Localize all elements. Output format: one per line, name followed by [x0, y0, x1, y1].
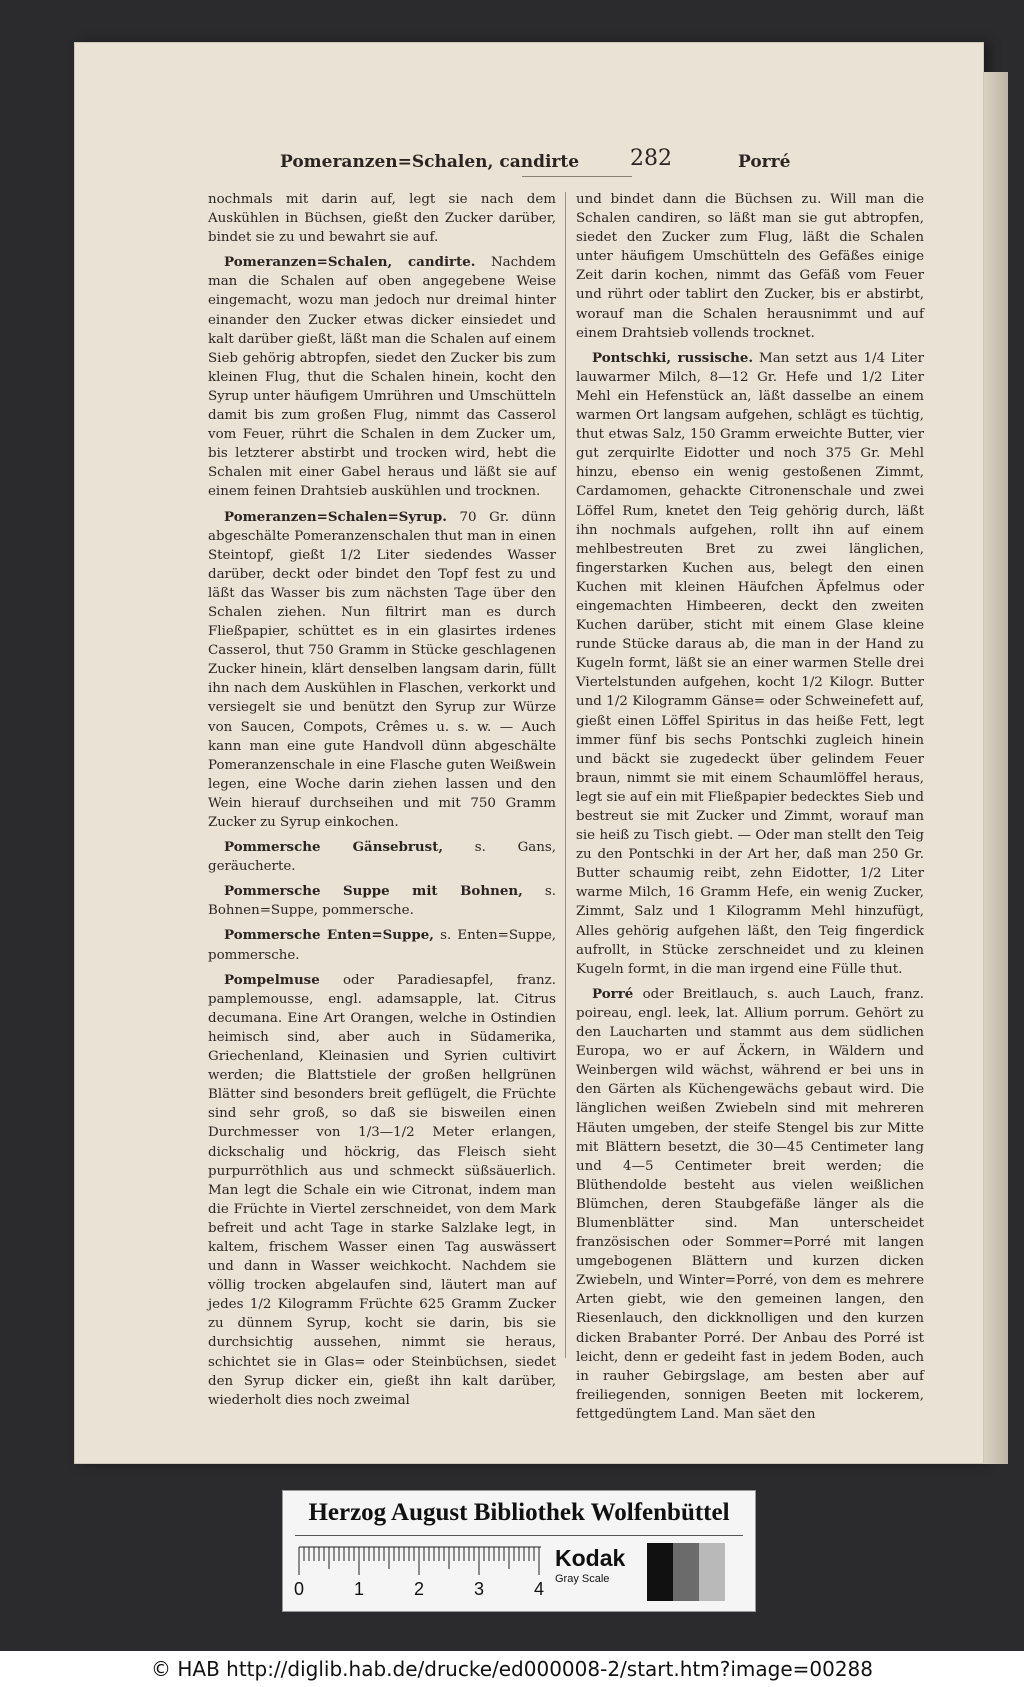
archive-color-tag [282, 1490, 756, 1612]
entry-headword: Pontschki, russische. [592, 349, 754, 366]
entry-text: s. Enten=Suppe, pommersche. [208, 928, 556, 963]
entry-text: s. Gans, geräucherte. [208, 840, 556, 875]
ruler-scale [295, 1543, 545, 1603]
right-column [576, 190, 924, 1422]
scale-number-3: 3 [473, 1579, 485, 1599]
entry-text: oder Paradiesapfel, franz. pamplemousse, engl. adamsapple, lat. Citrus decumana. Eine Art Orangen, welche in Ostindien heimisch sind, aber auch in Südamerika, Griechenland, Kleinasien und Syrien cultivirt werden; die Blattstiele der großen hellgrünen Blätter sind besonders breit geflügelt, die Früchte sind sehr groß, so daß sie bisweilen einen Durchmesser von 1/3—1/2 Meter erlangen, dickschalig und höckrig, das Fleisch sieht purpurröthlich aus und schmeckt süßsäuerlich. Man legt die Schale ein wie Citronat, indem man die Früchte in Viertel zerschneidet, von dem Mark befreit und acht Tage in starke Salzlake legt, in kaltem, frischem Wasser einen Tag auswässert und dann in Wasser weichkocht. Nachdem sie völlig trocken abgelaufen sind, läutert man auf jedes 1/2 Kilogramm Früchte 625 Gramm Zucker zu dünnem Syrup, kocht sie darin, bis sie durchsichtig aussehen, nimmt sie heraus, schichtet sie in Glas= oder Steinbüchsen, siedet den Syrup dicker ein, gießt ihn kalt darüber, wiederholt dies noch zweimal [208, 972, 556, 1408]
left-column [208, 190, 556, 1408]
page-number-rule [522, 176, 632, 177]
book-page [74, 42, 984, 1464]
gray-swatch-black [647, 1543, 673, 1601]
scale-number-4: 4 [533, 1579, 545, 1599]
tag-rule [295, 1535, 743, 1536]
next-page-edge [984, 72, 1008, 1464]
entry-headword: Pompelmuse [224, 971, 320, 988]
running-head [74, 146, 984, 182]
entry-text: 70 Gr. dünn abgeschälte Pomeranzenschalen thut man in einen Steintopf, gießt 1/2 Liter siedendes Wasser darüber, deckt oder bindet den Topf fest zu und läßt das Wasser bis zum nächsten Tage über den Schalen ziehen. Nun filtrirt man es durch Fließpapier, schüttet es in ein glasirtes irdenes Casserol, thut 750 Gramm in Stücke geschlagenen Zucker hinein, klärt denselben langsam darin, füllt ihn nach dem Auskühlen in Flaschen, verkorkt und versiegelt sie und benützt den Syrup zur Würze von Saucen, Compots, Crêmes u. s. w. — Auch kann man eine gute Handvoll dünn abgeschälte Pomeranzenschale in eine Flasche guten Weißwein legen, eine Woche darin ziehen lassen und den Wein hierauf durchseihen und mit 750 Gramm Zucker zu Syrup einkochen. [208, 509, 556, 830]
entry-text: oder Breitlauch, s. auch Lauch, franz. poireau, engl. leek, lat. Allium porrum. Gehört zu den Laucharten und stammt aus dem südlichen Europa, wo er auf Äckern, in Wäldern und Weinbergen wild wächst, während er bei uns in den Gärten als Küchengewächs gebaut wird. Die länglichen weißen Zwiebeln sind mit mehreren Häuten umgeben, der steife Stengel bis zur Mitte mit Blättern besetzt, die 30—45 Centimeter lang und 4—5 Centimeter breit werden; die Blüthendolde besteht aus vielen weißlichen Blümchen, deren Staubgefäße länger als die Blumenblätter sind. Man unterscheidet französischen oder Sommer=Porré mit langen umgebogenen Blättern und kurzen dicken Zwiebeln, und Winter=Porré, von dem es mehrere Arten giebt, wie den gemeinen langen, den Riesenlauch, den dickknolligen und den kurzen dicken Brabanter Porré. Der Anbau des Porré ist leicht, denn er gedeiht fast in jedem Boden, auch in rauher Gebirgslage, am besten aber auf freiliegenden, sonnigen Beeten mit lockerem, fettgedüngtem Land. Man säet den [576, 986, 924, 1422]
gray-scale-label: Gray Scale [555, 1573, 610, 1585]
gray-swatch-light [699, 1543, 725, 1601]
entry [208, 971, 556, 1410]
gray-swatch-dark [673, 1543, 699, 1601]
entry-text: Nachdem man die Schalen auf oben angegebene Weise eingemacht, wozu man jedoch nur dreimal hinter einander den Zucker etwas dicker einsiedet und kalt darüber gießt, läßt man die Schalen auf einem Sieb gehörig abtropfen, siedet den Zucker bis zum kleinen Flug, thut die Schalen hinein, kocht den Syrup unter häufigem Umrühren und Umschütteln damit bis zum großen Flug, nimmt das Casserol vom Feuer, rührt die Schalen in dem Zucker um, bis letzterer abstirbt und trocken wird, hebt die Schalen mit einer Gabel heraus und läßt sie auf einem feinen Drahtsieb auskühlen und trocknen. [208, 255, 556, 500]
entry [208, 508, 556, 833]
library-name: Herzog August Bibliothek Wolfenbüttel [308, 1499, 730, 1526]
scale-number-2: 2 [413, 1579, 425, 1599]
entry [208, 882, 556, 920]
entry-text: Man setzt aus 1/4 Liter lauwarmer Milch, 8—12 Gr. Hefe und 1/2 Liter Mehl ein Hefenstück an, läßt dasselbe an einem warmen Ort langsam aufgehen, schlägt es tüchtig, thut etwas Salz, 150 Gramm erweichte Butter, vier gut zerquirlte Eidotter und noch 375 Gr. Mehl hinzu, ebenso ein wenig gestoßenen Zimmt, Cardamomen, gehackte Citronenschale und zwei Löffel Rum, knetet den Teig gehörig durch, läßt ihn nochmals aufgehen, rollt ihn auf einem mehlbestreuten Bret zu zwei länglichen, fingerstarken Kuchen aus, belegt den einen Kuchen mit kleinen Häufchen Äpfelmus oder eingemachten Himbeeren, deckt den zweiten Kuchen darüber, sticht mit einem Glase kleine runde Stücke daraus ab, die man in der Hand zu Kugeln formt, läßt sie an einer warmen Stelle drei Viertelstunden aufgehen, kocht 1/2 Kilogr. Butter und 1/2 Kilogramm Gänse= oder Schweinefett auf, gießt einen Löffel Spiritus in das heiße Fett, legt immer fünf bis sechs Pontschki zugleich hinein und bäckt sie zugedeckt über gelindem Feuer braun, nimmt sie mit einem Schaumlöffel heraus, legt sie auf ein mit Fließpapier bedecktes Sieb und bestreut sie mit Zucker und Zimmt, worauf man sie heiß zu Tisch giebt. — Oder man stellt den Teig zu den Pontschki in der Art her, daß man 250 Gr. Butter schaumig reibt, zehn Eidotter, 1/2 Liter warme Milch, 16 Gramm Hefe, ein wenig Zucker, Zimmt, Salz und 1 Kilogramm Mehl hinzufügt, Alles gehörig aufgehen läßt, den Teig fingerdick aufrollt, in Stücke zerschneidet und zu kleinen Kugeln formt, in die man irgend eine Fülle thut. [576, 350, 924, 977]
entry [208, 190, 556, 247]
running-head-left: Pomeranzen=Schalen, candirte [280, 152, 580, 172]
running-head-right: Porré [738, 152, 791, 172]
entry-headword: Porré [592, 985, 634, 1002]
entry [208, 926, 556, 964]
entry-headword: Pomeranzen=Schalen, candirte. [224, 254, 476, 271]
scale-number-1: 1 [353, 1579, 365, 1599]
entry-text: und bindet dann die Büchsen zu. Will man die Schalen candiren, so läßt man sie gut abtropfen, siedet den Zucker zum Flug, läßt die Schalen unter häufigem Umschütteln des Gefäßes einige Zeit darin kochen, nimmt das Gefäß vom Feuer und rührt oder tablirt den Zucker, bis er abstirbt, worauf man die Schalen herausnimmt und auf einem Drahtsieb vollends trocknet. [576, 192, 924, 341]
entry-headword: Pommersche Enten=Suppe, [224, 927, 434, 944]
scale-number-0: 0 [293, 1579, 305, 1599]
entry-text: nochmals mit darin auf, legt sie nach dem Auskühlen in Büchsen, gießt den Zucker darüber, bindet sie zu und bewahrt sie auf. [208, 192, 556, 246]
page-number: 282 [630, 146, 672, 171]
copyright-footer: © HAB http://diglib.hab.de/drucke/ed000008-2/start.htm?image=00288 [0, 1651, 1024, 1687]
entry-text: s. Bohnen=Suppe, pommersche. [208, 884, 556, 919]
entry [576, 349, 924, 979]
kodak-logo: Kodak [555, 1545, 626, 1571]
entry-headword: Pomeranzen=Schalen=Syrup. [224, 508, 447, 525]
entry-headword: Pommersche Gänsebrust, [224, 839, 444, 856]
entry [208, 838, 556, 876]
entry [576, 985, 924, 1424]
column-divider [565, 192, 566, 1358]
entry-headword: Pommersche Suppe mit Bohnen, [224, 883, 523, 900]
entry [576, 190, 924, 343]
entry [208, 253, 556, 501]
